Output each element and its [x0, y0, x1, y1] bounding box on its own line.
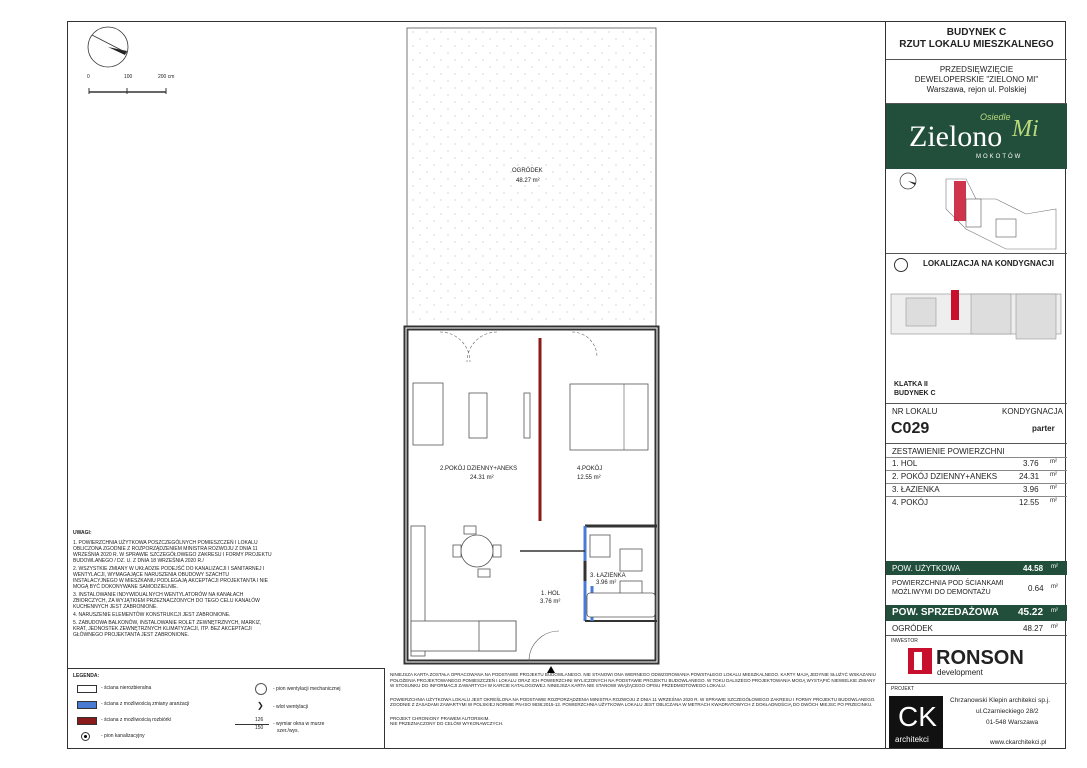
- garden-unit-panel: m²: [1051, 624, 1058, 630]
- room4-area: 12.55 m²: [577, 475, 601, 481]
- sale-area-row: [886, 605, 1067, 621]
- note-3: 3. INSTALOWANIE INDYWIDUALNYCH WENTYLATORÓW NA KANAŁACH ZBIORCZYCH, ZA WYJĄTKIEM PRZEZNACZONYCH DO TEGO CELU KANAŁÓW KUCHENNYCH JEST ZABRONIONE.: [73, 592, 260, 610]
- room1-area: 3.76 m²: [540, 599, 561, 605]
- garden-value-panel: 48.27: [1023, 624, 1044, 633]
- legend-swatch-demolish: [77, 717, 97, 725]
- brand-sub: MOKOTÓW: [976, 154, 1023, 160]
- area-row-4: [886, 496, 1067, 507]
- garden-label: OGRÓDEK: [512, 168, 543, 174]
- under-walls-unit: m²: [1051, 584, 1058, 590]
- room2-area: 24.31 m²: [470, 475, 494, 481]
- usable-value: 44.58: [1023, 564, 1044, 573]
- scale-label-200: 200 cm: [158, 74, 175, 80]
- usable-label: POW. UŻYTKOWA: [892, 564, 961, 573]
- coffee-table: [469, 393, 487, 438]
- room3-area: 3.96 m²: [596, 580, 617, 586]
- title-line1: BUDYNEK C: [946, 27, 1007, 38]
- area-name-3: 3. ŁAZIENKA: [892, 485, 940, 494]
- area-value-1: 3.76: [1023, 459, 1039, 468]
- room1-label: 1. HOL: [541, 591, 561, 597]
- area-unit-1: m²: [1050, 459, 1057, 465]
- legend-swatch-fixed: [77, 685, 97, 693]
- notes-header: UWAGI:: [73, 530, 92, 536]
- sale-label: POW. SPRZEDAŻOWA: [892, 607, 999, 618]
- ck-logo-text: CK: [898, 701, 937, 732]
- legend-demolish: - ściana z możliwością rozbiórki: [101, 717, 172, 723]
- dining-table: [453, 526, 501, 577]
- brand-logo: [886, 103, 1067, 169]
- disclaimer-p1: NINIEJSZA KARTA ZOSTAŁA OPRACOWANA NA PODSTAWIE PROJEKTU BUDOWLANEGO. NIE STANOWI ONA WIERNEGO ODWZOROWANIA POWSTAŁEGO LOKALU MIESZKALNEGO. KARTY MAJĄ JEDYNIE SŁUŻYĆ WSKAZANIU POŁOŻENIA PROJEKTOWANEGO POMIESZCZEŃ I LOKALU ORAZ ICH POWIERZCHNI WYLICZONYCH NA PODSTAWIE PROJEKTU BUDOWLANEGO. W TOKU DALSZEGO PROJEKTOWANIA MOGĄ WYSTĄPIĆ NIEWIELKIE ZMIANY W STOSUNKU DO INFORMACJI ZAWARTYCH W KARCIE KATALOGOWEJ. NINIEJSZA KARTA NIE STANOWI WIĄŻĄCEGO OPISU PRZEDMIOTOWEGO LOKALU.: [390, 672, 876, 688]
- unit-floor-label: KONDYGNACJA: [1002, 407, 1063, 416]
- legend-window-dim-2: szer./wys.: [277, 728, 299, 734]
- legend-sewer: - pion kanalizacyjny: [101, 733, 145, 739]
- garden-label-panel: OGRÓDEK: [892, 624, 933, 633]
- note-1: 1. POWIERZCHNIA UŻYTKOWA POSZCZEGÓLNYCH POMIESZCZEŃ I LOKALU OBLICZONA ZGODNIE Z ROZPORZĄDZENIEM MINISTRA ROZWOJU Z DNIA 11 WRZEŚNIA 2020 R. W SPRAWIE SZCZEGÓŁOWEGO ZAKRESU I FORMY PROJEKTU BUDOWLANEGO / DZ. U. Z DNIA 18 WRZEŚNIA 2020 R./: [73, 540, 272, 564]
- project-line1: PRZEDSIĘWZIĘCIE: [939, 65, 1014, 74]
- area-row-1: [886, 457, 1067, 468]
- disclaimer-p3b: NIE PRZEZNACZONY DO CELÓW WYKONAWCZYCH.: [390, 721, 504, 726]
- areas-header: ZESTAWIENIE POWIERZCHNI: [892, 447, 1005, 456]
- unit-nr-label: NR LOKALU: [892, 407, 938, 416]
- legend-dim-bottom: 150: [255, 725, 264, 731]
- info-panel: [885, 21, 1066, 749]
- legend-section: [67, 668, 385, 749]
- note-4: 4. NARUSZENIE ELEMENTÓW KONSTRUKCJI JEST ZABRONIONE.: [73, 612, 231, 618]
- legend-swatch-change: [77, 701, 97, 709]
- floor-key-plan: [886, 284, 1067, 354]
- note-5: 5. ZABUDOWA BALKONÓW, INSTALOWANIE ROLET ZEWNĘTRZNYCH, MARKIZ, KRAT, JEDNOSTEK ZEWNĘTRZNYCH KLIMATYZACJI, ITP. BEZ AKCEPTACJI GŁÓWNEGO PROJEKTANTA JEST ZABRONIONE.: [73, 620, 262, 638]
- garden-area: 48.27 m²: [516, 178, 540, 184]
- area-name-1: 1. HOL: [892, 459, 918, 468]
- sofa: [413, 383, 443, 445]
- compass-icon: [88, 27, 128, 67]
- investor-sub: development: [937, 668, 983, 677]
- brand-main: Zielono: [909, 120, 1003, 153]
- design-web[interactable]: www.ckarchitekci.pl: [990, 739, 1047, 746]
- area-value-4: 12.55: [1019, 498, 1040, 507]
- legend-vent-riser: - pion wentylacji mechanicznej: [273, 686, 341, 692]
- scale-label-100: 100: [124, 74, 133, 80]
- area-value-3: 3.96: [1023, 485, 1039, 494]
- unit-number: C029: [891, 420, 930, 437]
- unit-box: [886, 403, 1067, 443]
- brand-top: Osiedle: [980, 112, 1011, 122]
- bed: [570, 384, 648, 450]
- sewer-riser-icon: [81, 732, 90, 741]
- klatka-line2: BUDYNEK C: [894, 390, 936, 397]
- investor-label: INWESTOR: [891, 638, 918, 644]
- under-walls-label1: POWIERZCHNIA POD ŚCIANKAMI: [892, 580, 1004, 587]
- dim-line: [235, 724, 269, 725]
- usable-area-row: [886, 561, 1067, 575]
- disclaimer: [390, 672, 880, 727]
- vent-inlet-icon: ❯: [257, 701, 264, 710]
- legend-dim-top: 126: [255, 717, 264, 723]
- notes-section: [73, 530, 273, 638]
- design-box: [886, 683, 1067, 749]
- scale-label-0: 0: [87, 74, 90, 80]
- unit-floor: parter: [1032, 424, 1055, 433]
- klatka-line1: KLATKA II: [894, 381, 928, 388]
- area-row-2: [886, 470, 1067, 481]
- sale-unit: m²: [1051, 608, 1058, 614]
- compass-icon: [894, 258, 908, 272]
- note-2: 2. WSZYSTKIE ZMIANY W UKŁADZIE PODEJŚĆ DO KANALIZACJI I SANITARNEJ I WENTYLACJI, WYMAGAJĄCE NARUSZENIA OBUDOWY SZACHTU INSTALACYJNEGO W MIESZKANIU PODLEGAJĄ AKCEPTACJI PROJEKTANTA I NIE MOGĄ BYĆ DOKONYWANE SAMODZIELNIE.: [73, 566, 268, 590]
- floor-plan-drawing: [67, 21, 885, 749]
- area-row-3: [886, 483, 1067, 494]
- design-addr1: ul.Czarnieckiego 28/2: [976, 708, 1039, 715]
- area-unit-4: m²: [1050, 498, 1057, 504]
- ck-logo: [889, 696, 943, 748]
- disclaimer-p3a: PROJEKT CHRONIONY PRAWEM AUTORSKIM.: [390, 715, 490, 721]
- design-firm: Chrzanowski Klepin architekci sp.j.: [950, 697, 1051, 704]
- areas-header-row: [886, 443, 1067, 457]
- under-walls-value: 0.64: [1028, 584, 1044, 593]
- legend-header: LEGENDA:: [73, 673, 100, 679]
- project-line2: DEWELOPERSKIE "ZIELONO MI": [914, 75, 1039, 84]
- legend-fixed: - ściana nierozbieralna: [101, 685, 152, 691]
- investor-name: RONSON: [936, 647, 1024, 669]
- title-line2: RZUT LOKALU MIESZKALNEGO: [899, 39, 1054, 50]
- location-box: [886, 253, 1067, 373]
- usable-unit: m²: [1051, 564, 1058, 570]
- disclaimer-p2: POWIERZCHNIA UŻYTKOWA LOKALU JEST OKREŚLONA NA PODSTAWIE ROZPORZĄDZENIA MINISTRA ROZWOJU Z DNIA 11 WRZEŚNIA 2020 R. W SPRAWIE SZCZEGÓŁOWEGO ZAKRESU I FORMY PROJEKTU BUDOWLANEGO. ZGODNIE Z ZASADAMI ZAWARTYMI W POLSKIEJ NORMIE PN-ISO 9836:2015-12. POWIERZCHNIA UŻYTKOWA LOKALU JEST OBLICZANA W METRACH KWADRATOWYCH Z DOKŁADNOŚCIĄ DO DWÓCH MIEJSC PO PRZECINKU.: [390, 696, 876, 707]
- room4-label: 4.POKÓJ: [577, 466, 603, 472]
- sale-value: 45.22: [1018, 607, 1044, 618]
- site-map: [886, 169, 1067, 254]
- investor-box: [886, 635, 1067, 683]
- under-walls-label2: MOŻLIWYMI DO DEMONTAŻU: [892, 589, 991, 596]
- area-name-4: 4. POKÓJ: [892, 498, 929, 507]
- legend-change: - ściana z możliwością zmiany aranżacji: [101, 701, 190, 707]
- legend-window-dim: - wymiar okna w murze: [273, 721, 325, 727]
- area-value-2: 24.31: [1019, 472, 1040, 481]
- garden-area: [407, 28, 656, 326]
- scale-bar: [89, 88, 166, 94]
- ck-logo-sub: architekci: [895, 735, 929, 744]
- entrance-door: [529, 631, 559, 661]
- terrace-doors: [440, 332, 597, 362]
- garden-row: [886, 622, 1067, 634]
- under-walls-row: [886, 577, 1067, 605]
- location-header: LOKALIZACJA NA KONDYGNACJI: [923, 259, 1054, 268]
- room3-label: 3. ŁAZIENKA: [590, 573, 626, 579]
- room2-label: 2.POKÓJ DZIENNY+ANEKS: [440, 466, 518, 472]
- area-name-2: 2. POKÓJ DZIENNY+ANEKS: [892, 472, 998, 481]
- design-addr2: 01-548 Warszawa: [986, 719, 1039, 726]
- project-line3: Warszawa, rejon ul. Polskiej: [926, 85, 1027, 94]
- area-unit-2: m²: [1050, 472, 1057, 478]
- design-label: PROJEKT: [891, 686, 915, 692]
- tv-unit: [524, 393, 530, 438]
- project-box: [886, 59, 1067, 99]
- legend-vent-inlet: - wlot wentylacji: [273, 704, 309, 710]
- vent-riser-icon: [255, 683, 267, 695]
- area-unit-3: m²: [1050, 485, 1057, 491]
- ronson-logo-icon: [908, 648, 932, 674]
- brand-script: Mi: [1012, 116, 1039, 142]
